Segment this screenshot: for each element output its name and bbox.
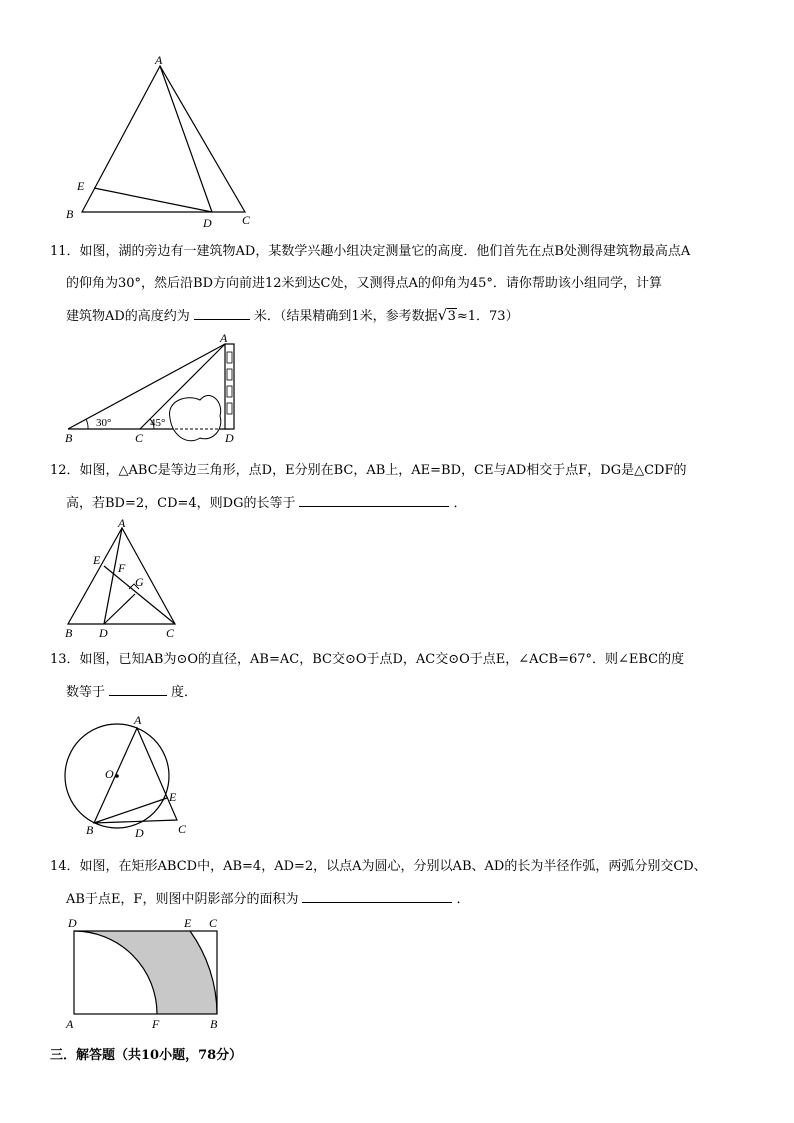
- q13-text-before: 数等于: [66, 685, 106, 700]
- angle-30-label: 30°: [96, 417, 112, 429]
- q14-line2: [66, 890, 469, 908]
- sqrt-argument: 3: [447, 309, 456, 324]
- q12-line2: [66, 494, 467, 512]
- label-b: B: [86, 823, 94, 837]
- q14-answer-blank[interactable]: [302, 890, 452, 903]
- label-e: E: [77, 179, 85, 193]
- q12-answer-blank[interactable]: [299, 494, 449, 507]
- label-c: C: [242, 213, 251, 227]
- q11-answer-blank[interactable]: [194, 307, 250, 320]
- label-b: B: [65, 626, 73, 640]
- label-d: D: [68, 916, 77, 930]
- label-f: F: [118, 561, 126, 575]
- label-c: C: [135, 431, 144, 445]
- q11-text-mid: 米．（结果精确到1米，参考数据: [253, 309, 438, 324]
- q11-line3: [66, 307, 519, 325]
- label-f: F: [152, 1017, 160, 1031]
- q12-line1: 12．如图，△ABC是等边三角形，点D，E分别在BC，AB上，AE=BD，CE与AD相交于点F，DG是△CDF的: [50, 463, 687, 478]
- q12-text-after: ．: [453, 496, 467, 511]
- label-o: O: [105, 767, 114, 781]
- label-d: D: [203, 216, 212, 230]
- label-c: C: [178, 822, 187, 836]
- label-a: A: [118, 516, 126, 530]
- rectangle-figure-q14: [60, 912, 230, 1034]
- triangle-figure-q12: [60, 516, 190, 640]
- q13-line1: 13．如图，已知AB为⊙O的直径，AB=AC，BC交⊙O于点D，AC交⊙O于点E，∠ACB=67°．则∠EBC的度: [50, 652, 685, 667]
- building: [225, 344, 234, 429]
- circle-figure-q13: [60, 708, 200, 842]
- label-c: C: [209, 916, 218, 930]
- q13-text-after: 度．: [171, 685, 198, 700]
- label-e: E: [93, 553, 101, 567]
- label-d: D: [225, 431, 234, 445]
- label-d: D: [99, 626, 108, 640]
- label-b: B: [66, 207, 74, 221]
- label-b: B: [65, 431, 73, 445]
- q11-text-before: 建筑物AD的高度约为: [66, 309, 190, 324]
- triangle-abc: [68, 528, 175, 624]
- q13-answer-blank[interactable]: [109, 683, 167, 696]
- label-g: G: [135, 575, 144, 589]
- q11-text-after: ≈1．73）: [456, 309, 519, 324]
- label-b: B: [210, 1017, 218, 1031]
- label-d: D: [135, 826, 144, 840]
- segment-ad: [160, 66, 212, 212]
- q14-line1: 14．如图，在矩形ABCD中，AB=4，AD=2，以点A为圆心，分别以AB、AD的长为半径作弧，两弧分别交CD、: [50, 859, 707, 874]
- label-a: A: [66, 1017, 74, 1031]
- lake: [170, 395, 221, 440]
- label-a: A: [220, 331, 228, 345]
- label-c: C: [166, 626, 175, 640]
- sqrt-expression: [437, 306, 457, 325]
- center-point: [115, 774, 119, 778]
- label-a: A: [134, 713, 142, 727]
- q11-line1: 11．如图，湖的旁边有一建筑物AD，某数学兴趣小组决定测量它的高度．他们首先在点B处测得建筑物最高点A: [50, 244, 691, 259]
- building-figure-q11: [60, 330, 250, 446]
- angle-45-label: 45°: [150, 417, 166, 429]
- sqrt-symbol: √: [437, 306, 448, 324]
- label-e: E: [169, 790, 177, 804]
- label-e: E: [184, 916, 192, 930]
- section-heading: 三．解答题（共10小题，78分）: [50, 1048, 243, 1063]
- triangle-figure-q10: [60, 52, 260, 232]
- segment-ed: [94, 188, 212, 212]
- q11-line2: 的仰角为30°，然后沿BD方向前进12米到达C处，又测得点A的仰角为45°．请你帮助该小组同学，计算: [66, 276, 662, 291]
- q12-text-before: 高，若BD=2，CD=4，则DG的长等于: [66, 496, 296, 511]
- angle-arc-30: [86, 419, 88, 429]
- q13-line2: [66, 683, 197, 701]
- q14-text-after: ．: [456, 892, 470, 907]
- q14-text-before: AB于点E，F，则图中阴影部分的面积为: [66, 892, 299, 907]
- label-a: A: [155, 53, 163, 67]
